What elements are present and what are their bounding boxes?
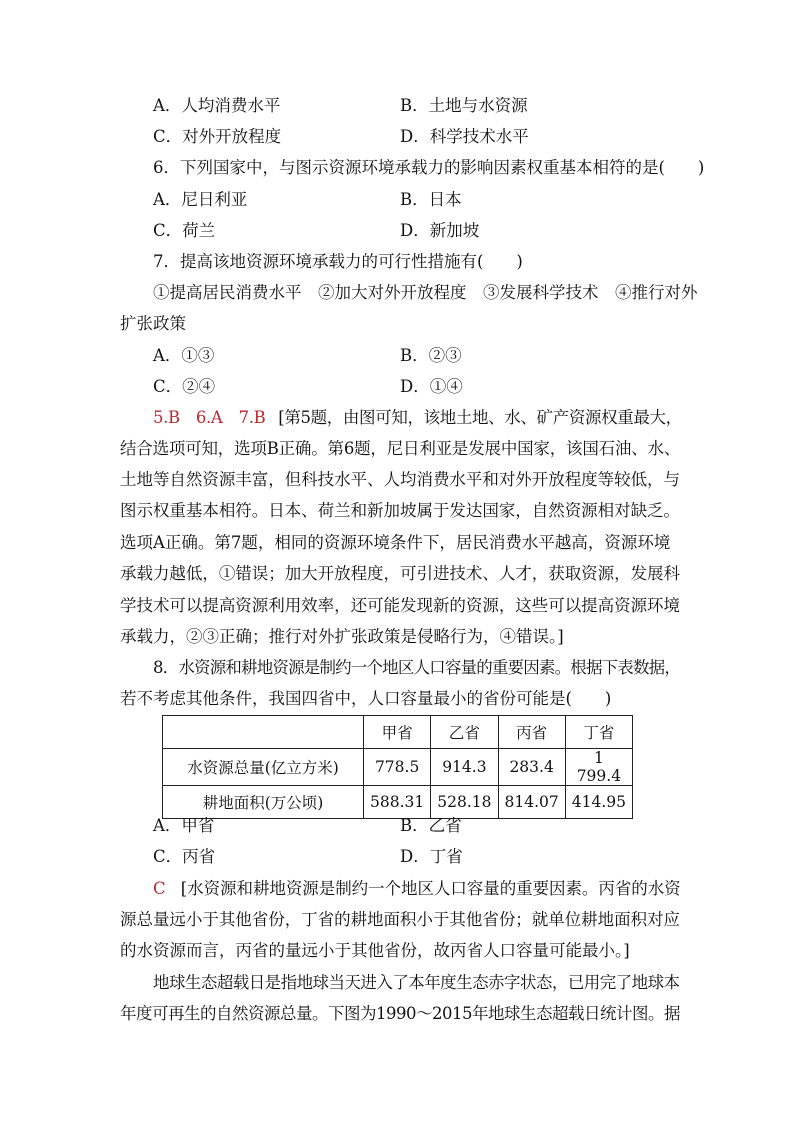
answer-8-line3: 的水资源而言，丙省的量远小于其他省份，故丙省人口容量可能最小。] bbox=[120, 941, 630, 960]
q7-option-a: A．①③ bbox=[153, 346, 215, 365]
table-row bbox=[163, 786, 633, 819]
q8-option-a: A．甲省 bbox=[153, 816, 215, 835]
q7-stem: 7．提高该地资源环境承载力的可行性措施有( ) bbox=[153, 252, 523, 271]
answer-5-7-line2: 结合选项可知，选项B正确。第6题，尼日利亚是发展中国家，该国石油、水、 bbox=[120, 439, 681, 458]
q8-data-table bbox=[162, 715, 633, 819]
table-cell: 778.5 bbox=[364, 749, 431, 786]
table-cell: 414.95 bbox=[565, 786, 632, 819]
table-cell: 588.31 bbox=[364, 786, 431, 819]
answer-8-line2: 源总量远小于其他省份，丁省的耕地面积小于其他省份；就单位耕地面积对应 bbox=[120, 910, 681, 929]
q5-option-c: C．对外开放程度 bbox=[153, 127, 282, 146]
answer-5-7-line7: 学技术可以提高资源利用效率，还可能发现新的资源，这些可以提高资源环境 bbox=[120, 596, 681, 615]
table-cell: 914.3 bbox=[431, 749, 498, 786]
table-header-row bbox=[163, 716, 633, 749]
q8-stem-line2: 若不考虑其他条件，我国四省中，人口容量最小的省份可能是( ) bbox=[120, 689, 612, 708]
answer-key-8: C bbox=[153, 879, 166, 898]
q6-option-c: C．荷兰 bbox=[153, 221, 216, 240]
answer-5-7-line6: 承载力越低，①错误；加大开放程度，可引进技术、人才，获取资源，发展科 bbox=[120, 564, 681, 583]
table-row-label: 耕地面积(万公顷) bbox=[163, 786, 364, 819]
passage-line1: 地球生态超载日是指地球当天进入了本年度生态赤字状态，已用完了地球本 bbox=[153, 973, 680, 992]
q8-option-c: C．丙省 bbox=[153, 847, 216, 866]
answer-8-explanation-start: [水资源和耕地资源是制约一个地区人口容量的重要因素。丙省的水资 bbox=[180, 879, 681, 898]
table-header-cell: 乙省 bbox=[431, 716, 498, 749]
answer-5-7-line5: 选项A正确。第7题，相同的资源环境条件下，居民消费水平越高，资源环境 bbox=[120, 533, 671, 552]
q6-option-b: B．日本 bbox=[400, 190, 462, 209]
q7-option-b: B．②③ bbox=[400, 346, 462, 365]
table-header-cell: 甲省 bbox=[364, 716, 431, 749]
q6-option-d: D．新加坡 bbox=[400, 221, 480, 240]
q6-option-a: A．尼日利亚 bbox=[153, 190, 248, 209]
table-cell: 528.18 bbox=[431, 786, 498, 819]
table-header-cell: 丙省 bbox=[498, 716, 565, 749]
table-cell: 814.07 bbox=[498, 786, 565, 819]
table-header-cell: 丁省 bbox=[565, 716, 632, 749]
answer-8-line1 bbox=[153, 879, 680, 899]
answer-5-7-line3: 土地等自然资源丰富，但科技水平、人均消费水平和对外开放程度等较低，与 bbox=[120, 470, 681, 489]
q7-items-line2: 扩张政策 bbox=[120, 314, 186, 333]
q5-option-a: A．人均消费水平 bbox=[153, 96, 281, 115]
answer-key-5-7: 5.B 6.A 7.B bbox=[153, 408, 266, 427]
q6-stem: 6．下列国家中，与图示资源环境承载力的影响因素权重基本相符的是( ) bbox=[153, 158, 705, 177]
q8-option-d: D．丁省 bbox=[400, 847, 463, 866]
table-header-cell bbox=[163, 716, 364, 749]
q8-option-b: B．乙省 bbox=[400, 816, 462, 835]
answer-5-7-line1 bbox=[153, 408, 680, 428]
q8-stem-line1: 8．水资源和耕地资源是制约一个地区人口容量的重要因素。根据下表数据， bbox=[153, 658, 680, 677]
answer-5-7-explanation-start: [第5题，由图可知，该地土地、水、矿产资源权重最大， bbox=[278, 408, 682, 427]
q5-option-d: D．科学技术水平 bbox=[400, 127, 529, 146]
table-cell: 283.4 bbox=[498, 749, 565, 786]
q7-items-line1: ①提高居民消费水平 ②加大对外开放程度 ③发展科学技术 ④推行对外 bbox=[153, 283, 698, 302]
table-row-label: 水资源总量(亿立方米) bbox=[163, 749, 364, 786]
passage-line2: 年度可再生的自然资源总量。下图为1990～2015年地球生态超载日统计图。据 bbox=[120, 1004, 680, 1023]
q5-option-b: B．土地与水资源 bbox=[400, 96, 528, 115]
table-cell: 1 799.4 bbox=[565, 749, 632, 786]
q7-option-c: C．②④ bbox=[153, 377, 216, 396]
answer-5-7-line4: 图示权重基本相符。日本、荷兰和新加坡属于发达国家，自然资源相对缺乏。 bbox=[120, 501, 681, 520]
answer-5-7-line8: 承载力，②③正确；推行对外扩张政策是侵略行为，④错误。] bbox=[120, 627, 564, 646]
table-row bbox=[163, 749, 633, 786]
q7-option-d: D．①④ bbox=[400, 377, 463, 396]
